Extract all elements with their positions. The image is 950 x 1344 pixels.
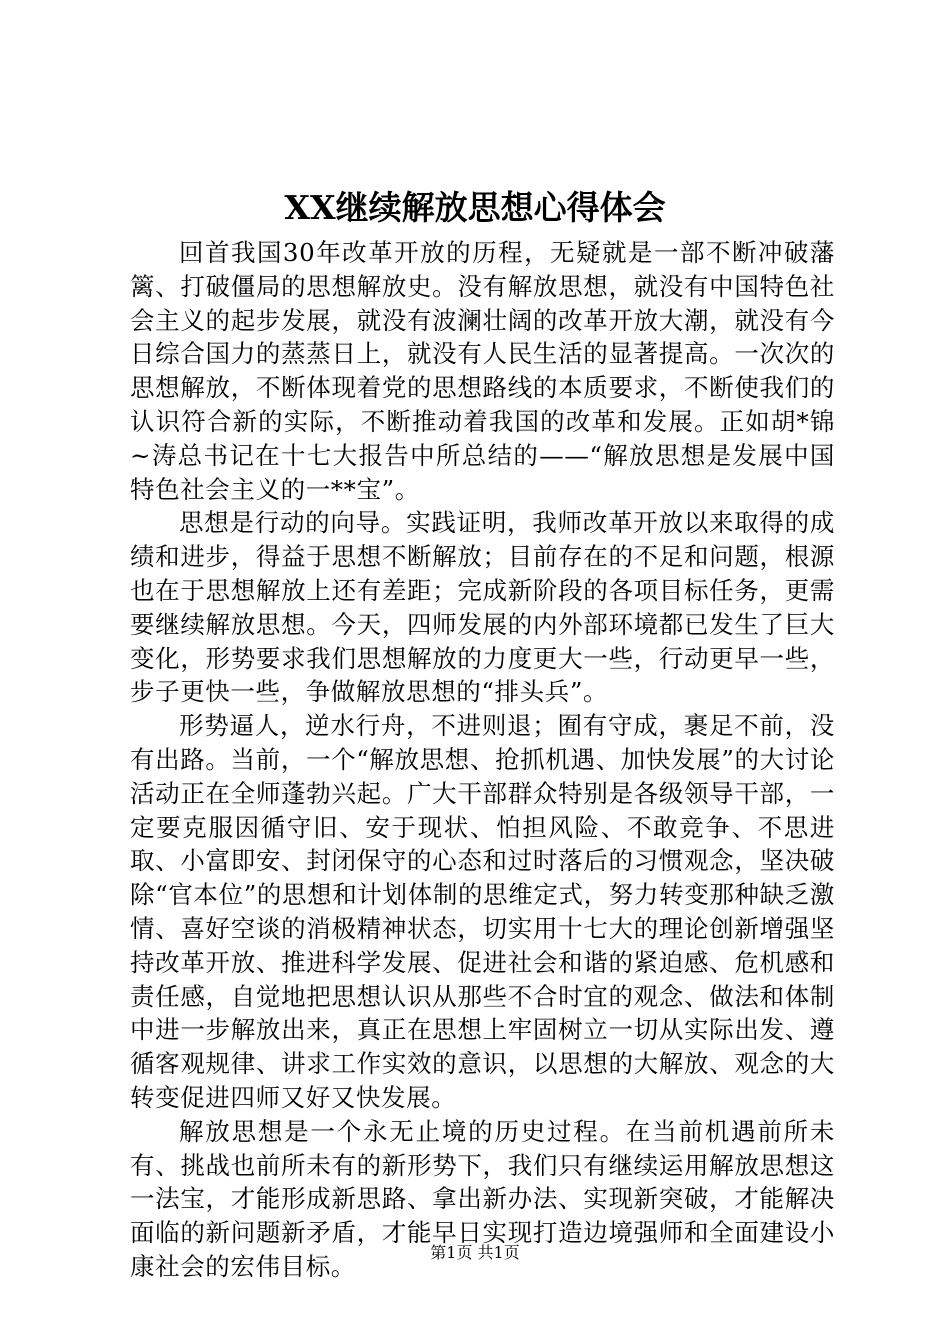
paragraph-3: 形势逼人，逆水行舟，不进则退；囿有守成，裹足不前，没有出路。当前，一个“解放思想、抢抓机遇、加快发展”的大讨论活动正在全师蓬勃兴起。广大干部群众特别是各级领导干部，一定要克服因循守旧、安于现状、怕担风险、不敢竞争、不思进取、小富即安、封闭保守的心态和过时落后的习惯观念，坚决破除“官本位”的思想和计划体制的思维定式，努力转变那种缺乏激情、喜好空谈的消极精神状态，切实用十七大的理论创新增强坚持改革开放、推进科学发展、促进社会和谐的紧迫感、危机感和责任感，自觉地把思想认识从那些不合时宜的观念、做法和体制中进一步解放出来，真正在思想上牢固树立一切从实际出发、遵循客观规律、讲求工作实效的意识，以思想的大解放、观念的大转变促进四师又好又快发展。	[130, 711, 835, 1112]
document-title: XX继续解放思想心得体会	[284, 188, 666, 227]
page-number-footer: 第1页 共1页	[430, 1243, 520, 1262]
paragraph-2: 思想是行动的向导。实践证明，我师改革开放以来取得的成绩和进步，得益于思想不断解放；目前存在的不足和问题，根源也在于思想解放上还有差距；完成新阶段的各项目标任务，更需要继续解放思想。今天，四师发展的内外部环境都已发生了巨大变化，形势要求我们思想解放的力度更大一些，行动更早一些，步子更快一些，争做解放思想的“排头兵”。	[130, 508, 835, 707]
paragraph-4: 解放思想是一个永无止境的历史过程。在当前机遇前所未有、挑战也前所未有的新形势下，我们只有继续运用解放思想这一法宝，才能形成新思路、拿出新办法、实现新突破，才能解决面临的新问题新矛盾，才能早日实现打造边境强师和全面建设小康社会的宏伟目标。	[130, 1116, 835, 1281]
paragraph-1: 回首我国30年改革开放的历程，无疑就是一部不断冲破藩篱、打破僵局的思想解放史。没有解放思想，就没有中国特色社会主义的起步发展，就没有波澜壮阔的改革开放大潮，就没有今日综合国力的蒸蒸日上，就没有人民生活的显著提高。一次次的思想解放，不断体现着党的思想路线的本质要求，不断使我们的认识符合新的实际，不断推动着我国的改革和发展。正如胡*锦~涛总书记在十七大报告中所总结的——“解放思想是发展中国特色社会主义的一**宝”。	[130, 238, 835, 504]
document-body	[130, 236, 835, 1284]
